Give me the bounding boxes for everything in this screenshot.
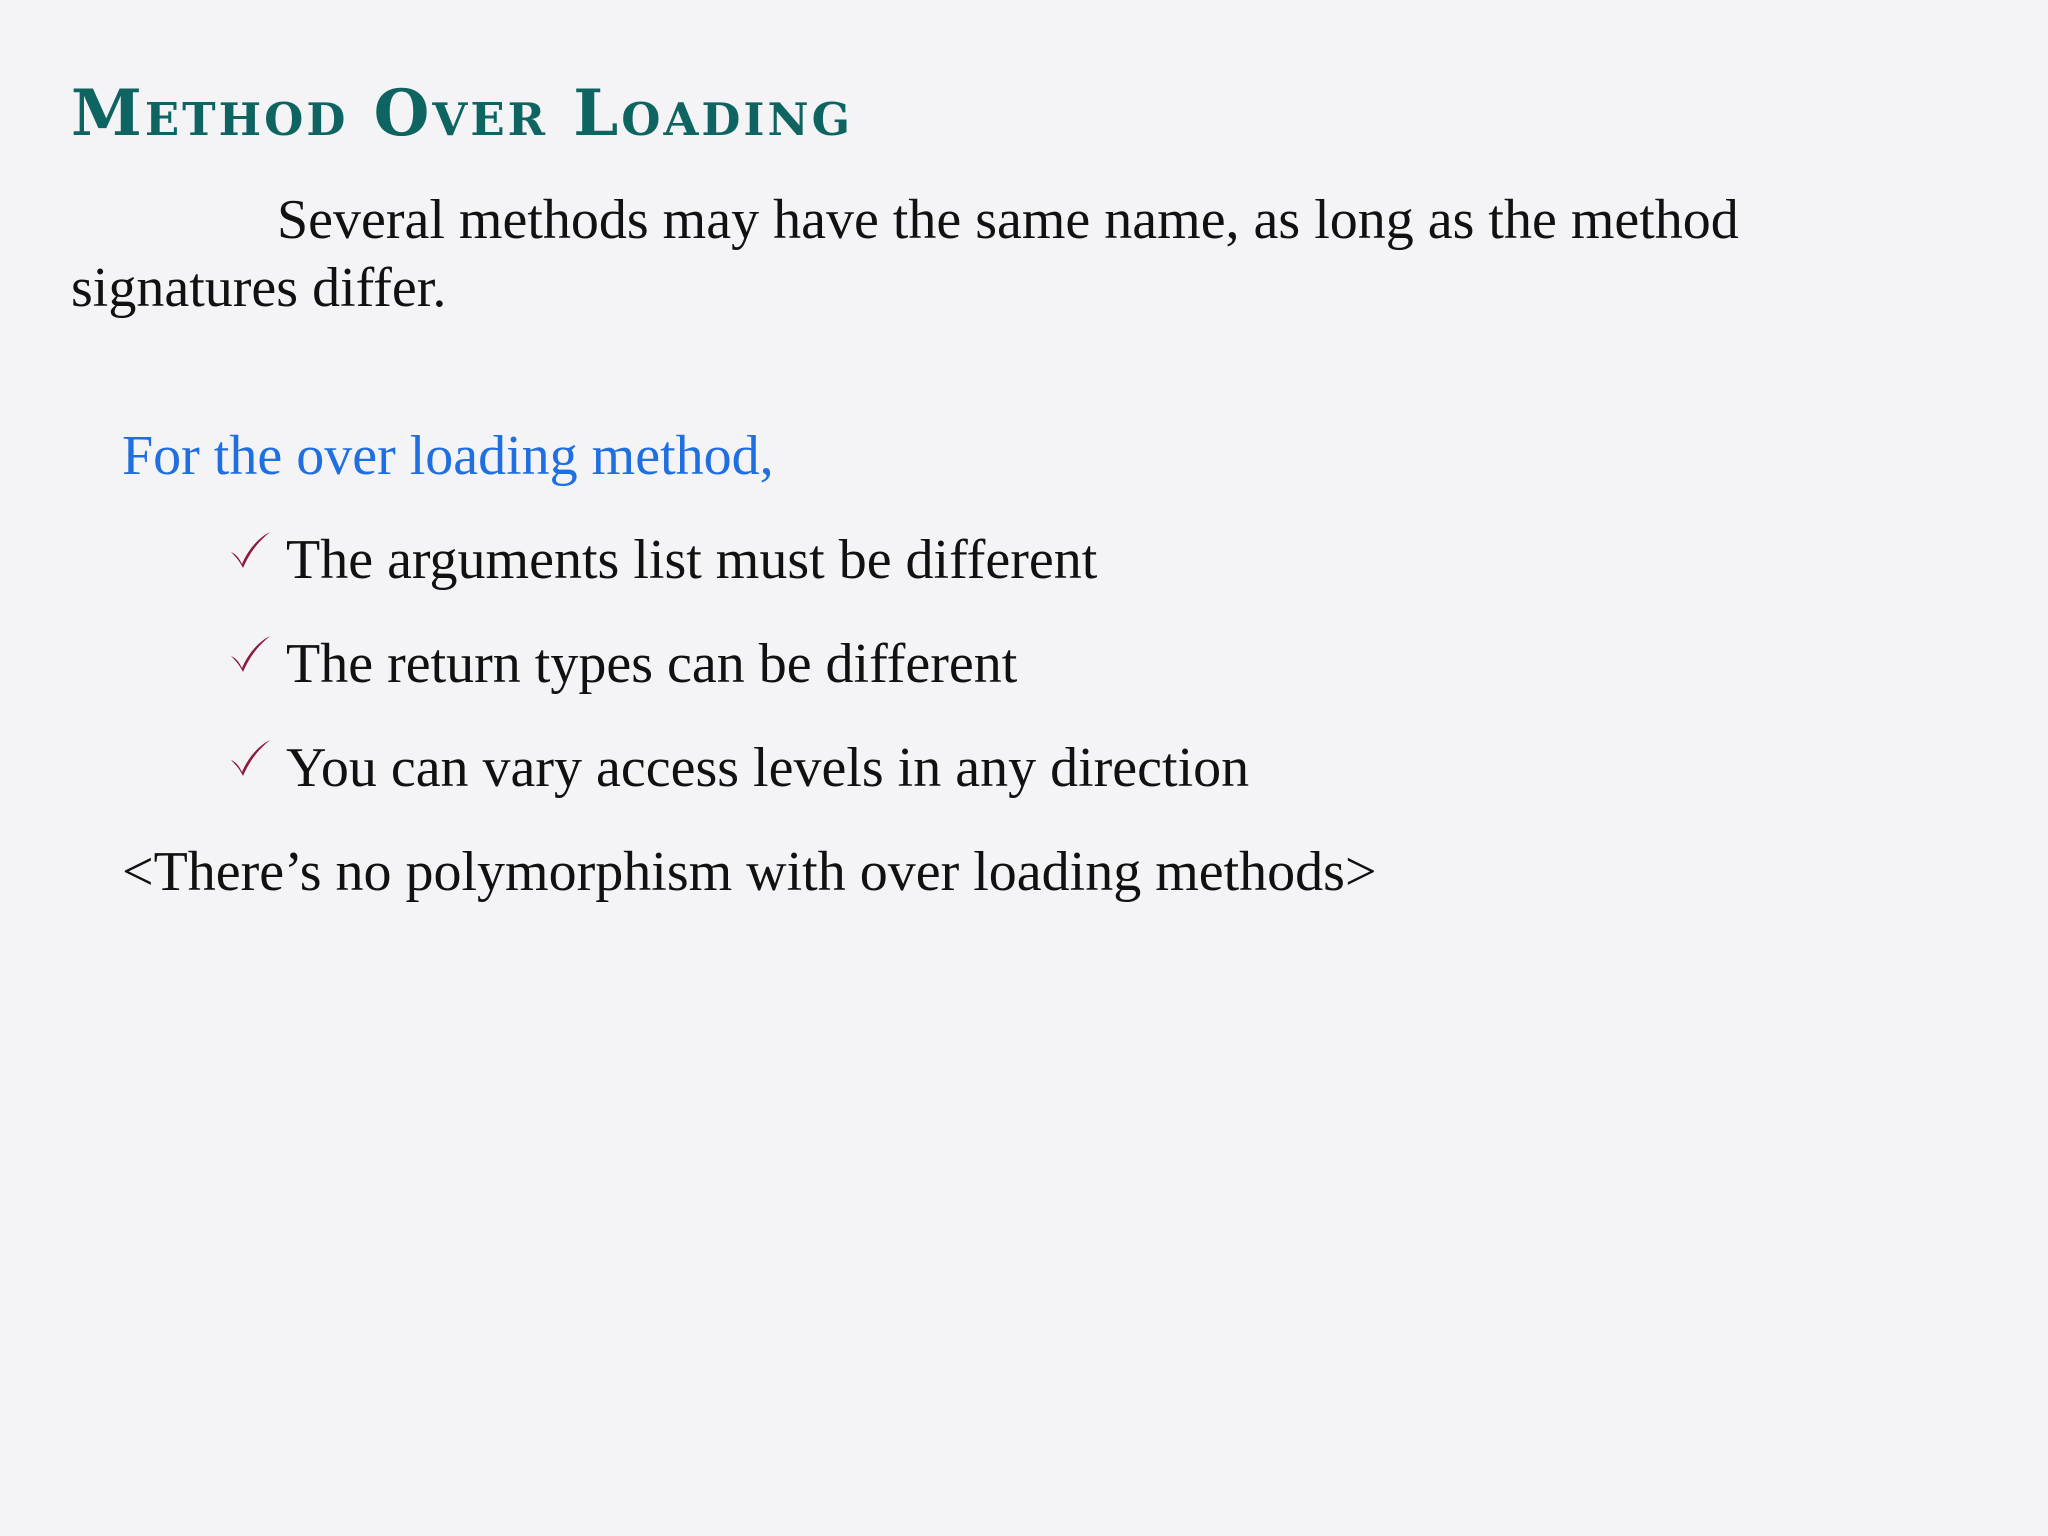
checklist-item: [226, 734, 1249, 838]
checkmark-icon: [226, 630, 286, 698]
checklist-item-text: You can vary access levels in any direction: [286, 737, 1250, 799]
slide-title: Method Over Loading: [71, 76, 854, 151]
intro-paragraph: Several methods may have the same name, as long as the method signatures differ.: [71, 189, 1739, 319]
checklist-item: [226, 526, 1249, 630]
checklist-item: [226, 630, 1249, 734]
checklist-item-text: The arguments list must be different: [286, 529, 1098, 591]
lead-text: For the over loading method,: [122, 425, 774, 487]
checkmark-icon: [226, 526, 286, 594]
note-text: <There’s no polymorphism with over loading methods>: [122, 841, 1377, 903]
checklist-item-text: The return types can be different: [286, 633, 1018, 695]
checkmark-icon: [226, 734, 286, 802]
checklist: [226, 526, 1249, 838]
